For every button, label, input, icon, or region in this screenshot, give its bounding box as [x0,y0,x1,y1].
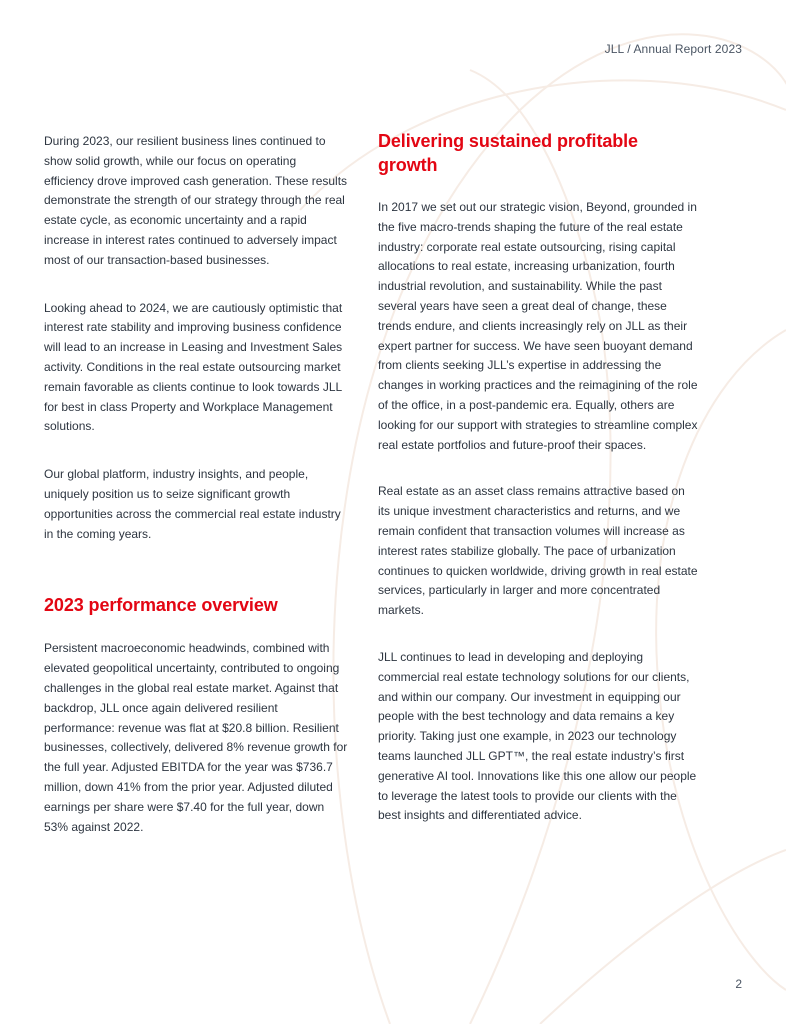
body-paragraph: Persistent macroeconomic headwinds, combined with elevated geopolitical uncertainty, contributed to ongoing challenges in the global real estate market. Against that backdrop, JLL once again delivered resilient performance: revenue was flat at $20.8 billion. Resilient businesses, collectively, delivered 8% revenue growth for the full year. Adjusted EBITDA for the year was $736.7 million, down 41% from the prior year. Adjusted diluted earnings per share were $7.40 for the full year, down 53% against 2022. [44,641,348,834]
body-paragraph: In 2017 we set out our strategic vision, Beyond, grounded in the five macro-trends shaping the future of the real estate industry: corporate real estate outsourcing, rising capital allocations to real estate, increasing urbanization, fourth industrial revolution, and sustainability. While the past several years have seen a great deal of change, these trends endure, and clients increasingly rely on JLL as their expert partner for success. We have seen buoyant demand from clients seeking JLL’s expertise in addressing the changes in working practices and the reimagining of the role of the office, in a post-pandemic era. Equally, others are looking for our support with strategies to streamline complex real estate portfolios and future-proof their spaces. [378,200,698,452]
body-paragraph: Looking ahead to 2024, we are cautiously optimistic that interest rate stability and improving business confidence will lead to an increase in Leasing and Investment Sales activity. Conditions in the real estate outsourcing market remain favorable as clients continue to look towards JLL for best in class Property and Workplace Management solutions. [44,300,343,434]
body-paragraph: JLL continues to lead in developing and deploying commercial real estate technology solutions for our clients, and within our company. Our investment in equipping our people with the best technology and data remains a key priority. Taking just one example, in 2023 our technology teams launched JLL GPT™, the real estate industry’s first generative AI tool. Innovations like this one allow our people to leverage the latest tools to provide our clients with the best insights and differentiated advice. [378,649,697,823]
section-heading-growth: Delivering sustained profitable growth [378,131,638,175]
left-column [44,132,349,837]
body-paragraph: Our global platform, industry insights, and people, uniquely position us to seize significant growth opportunities across the commercial real estate industry in the coming years. [44,467,341,541]
body-paragraph: Real estate as an asset class remains attractive based on its unique investment characteristics and returns, and we remain confident that transaction volumes will increase as interest rates stabilize globally. The pace of urbanization continues to quicken worldwide, driving growth in real estate services, particularly in larger and more concentrated markets. [378,484,698,618]
running-header: JLL / Annual Report 2023 [604,42,742,56]
right-column [378,129,700,826]
page-number: 2 [735,977,742,991]
section-heading-performance: 2023 performance overview [44,595,278,616]
body-paragraph: During 2023, our resilient business lines continued to show solid growth, while our focus on operating efficiency drove improved cash generation. These results demonstrate the strength of our strategy through the real estate cycle, as economic uncertainty and a rapid increase in interest rates continued to adversely impact most of our transaction-based businesses. [44,134,348,267]
